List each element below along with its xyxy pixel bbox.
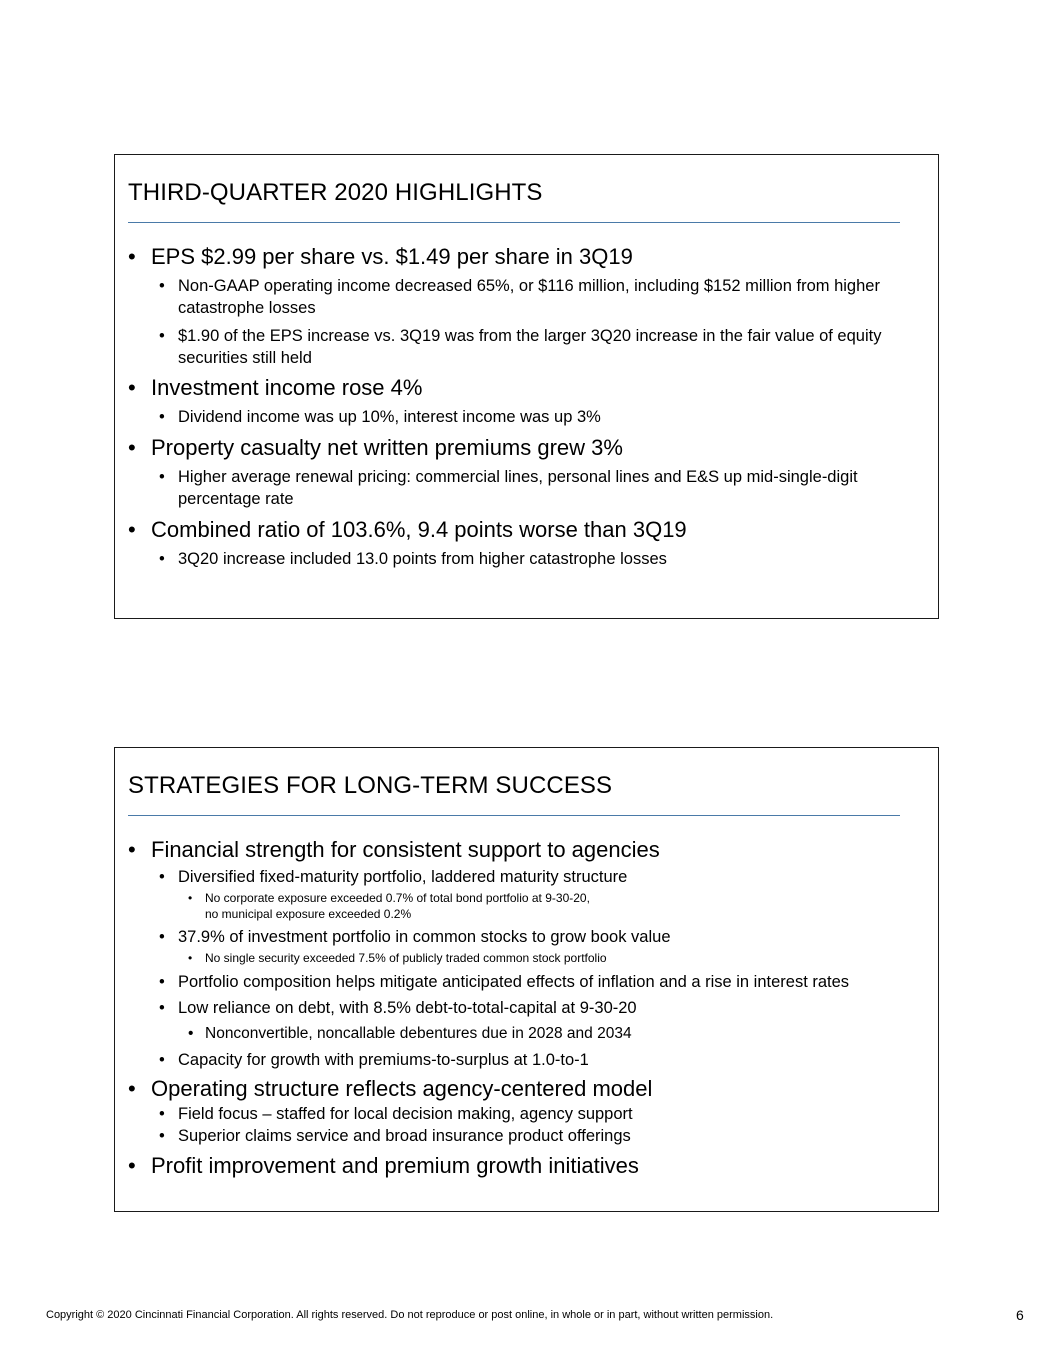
sub-bullet-item: • 37.9% of investment portfolio in common stocks to grow book value (159, 928, 671, 946)
bullet-glyph: • (188, 1025, 194, 1042)
title-divider (128, 815, 900, 816)
bullet-glyph: • (128, 435, 136, 460)
sub-bullet-item: • Portfolio composition helps mitigate anticipated effects of inflation and a rise in interest rates (159, 973, 850, 991)
bullet-glyph: • (159, 1105, 165, 1123)
bullet-glyph: • (159, 868, 165, 886)
bullet-glyph: • (159, 999, 165, 1017)
slide-title: STRATEGIES FOR LONG-TERM SUCCESS (128, 772, 613, 799)
sub-bullet-item: • Capacity for growth with premiums-to-surplus at 1.0-to-1 (159, 1051, 589, 1069)
sub-sub-bullet-item: • No corporate exposure exceeded 0.7% of total bond portfolio at 9-30-20, (188, 891, 590, 905)
bullet-item: • Investment income rose 4% (128, 375, 423, 400)
bullet-glyph: • (188, 891, 193, 905)
bullet-item: • EPS $2.99 per share vs. $1.49 per share in 3Q19 (128, 244, 633, 269)
bullet-glyph: • (159, 1051, 165, 1069)
bullet-glyph: • (159, 468, 165, 486)
sub-bullet-item: • Dividend income was up 10%, interest income was up 3% (159, 408, 601, 426)
bullet-glyph: • (128, 837, 136, 862)
bullet-glyph: • (159, 408, 165, 426)
copyright-notice: Copyright © 2020 Cincinnati Financial Corporation. All rights reserved. Do not reproduce or post online, in whole or in part, without written permission. (46, 1309, 774, 1321)
bullet-glyph: • (128, 244, 136, 269)
bullet-glyph: • (159, 973, 165, 991)
page-number: 6 (1016, 1307, 1024, 1323)
sub-bullet-item: • $1.90 of the EPS increase vs. 3Q19 was from the larger 3Q20 increase in the fair value of equity securities still held (159, 327, 882, 367)
bullet-item: • Profit improvement and premium growth initiatives (128, 1153, 639, 1178)
bullet-glyph: • (188, 951, 193, 965)
bullet-item: • Financial strength for consistent support to agencies (128, 837, 660, 862)
sub-bullet-item: • Superior claims service and broad insurance product offerings (159, 1127, 631, 1145)
bullet-glyph: • (159, 550, 165, 568)
sub-bullet-item: • Diversified fixed-maturity portfolio, laddered maturity structure (159, 868, 628, 886)
sub-bullet-item: • Field focus – staffed for local decision making, agency support (159, 1105, 633, 1123)
sub-sub-bullet-continuation: no municipal exposure exceeded 0.2% (205, 907, 412, 921)
bullet-glyph: • (159, 327, 165, 345)
highlights-slide (114, 154, 939, 619)
title-divider (128, 222, 900, 223)
bullet-item: • Combined ratio of 103.6%, 9.4 points worse than 3Q19 (128, 517, 687, 542)
bullet-list (115, 836, 938, 1180)
sub-sub-bullet-item: • No single security exceeded 7.5% of publicly traded common stock portfolio (188, 951, 607, 965)
bullet-glyph: • (128, 517, 136, 542)
sub-bullet-item: • Higher average renewal pricing: commercial lines, personal lines and E&S up mid-single-digit percentage rate (159, 468, 858, 508)
strategies-slide (114, 747, 939, 1212)
slide-title: THIRD-QUARTER 2020 HIGHLIGHTS (128, 179, 543, 206)
bullet-glyph: • (128, 1076, 136, 1101)
bullet-glyph: • (128, 375, 136, 400)
sub-sub-bullet-item: • Nonconvertible, noncallable debentures due in 2028 and 2034 (115, 1023, 938, 1045)
bullet-list (115, 243, 938, 570)
bullet-glyph: • (128, 1153, 136, 1178)
sub-bullet-item: • 3Q20 increase included 13.0 points from higher catastrophe losses (159, 550, 667, 568)
bullet-glyph: • (159, 1127, 165, 1145)
sub-bullet-item: • Low reliance on debt, with 8.5% debt-to-total-capital at 9-30-20 (159, 999, 637, 1017)
bullet-item: • Operating structure reflects agency-centered model (128, 1076, 653, 1101)
bullet-item: • Property casualty net written premiums grew 3% (128, 435, 623, 460)
bullet-glyph: • (159, 928, 165, 946)
sub-bullet-item: • Non-GAAP operating income decreased 65%, or $116 million, including $152 million from higher catastrophe losses (159, 277, 880, 317)
bullet-glyph: • (159, 277, 165, 295)
